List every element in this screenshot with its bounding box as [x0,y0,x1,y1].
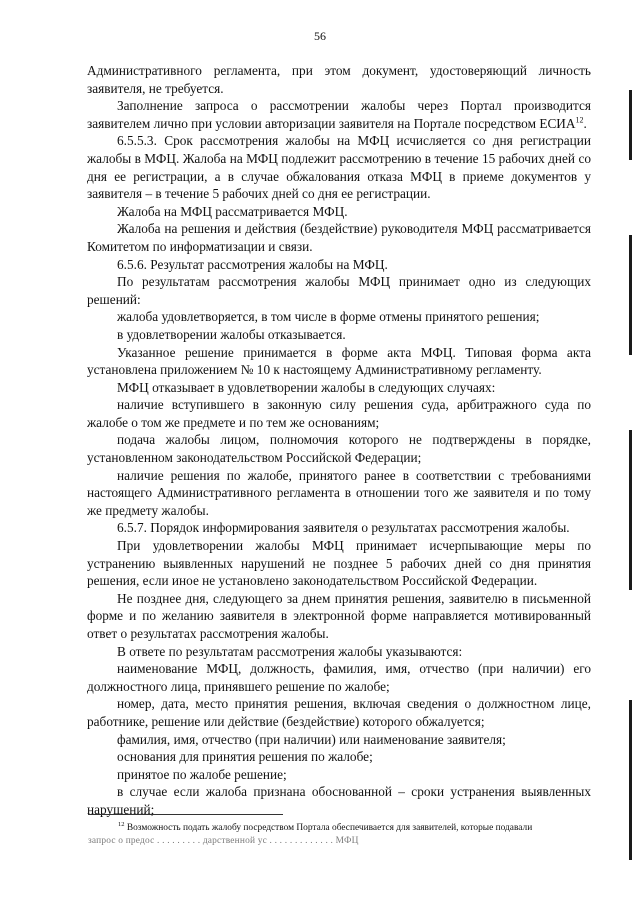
paragraph: Указанное решение принимается в форме акта МФЦ. Типовая форма акта установлена приложением № 10 к настоящему Административному регламенту. [87,344,591,378]
paragraph-portal-request [87,97,591,132]
list-item: подача жалобы лицом, полномочия которого не подтверждены в порядке, установленном законодательством Российской Федерации; [87,432,591,466]
footnote [88,822,592,847]
document-body [87,62,591,819]
paragraph: Административного регламента, при этом документ, удостоверяющий личность заявителя, не требуется. [87,63,591,96]
list-item: основания для принятия решения по жалобе; [117,749,373,765]
list-item: жалоба удовлетворяется, в том числе в форме отмены принятого решения; [117,309,540,325]
paragraph: 6.5.5.3. Срок рассмотрения жалобы на МФЦ исчисляется со дня регистрации жалобы в МФЦ. Жалоба на МФЦ подлежит рассмотрению в течение 15 рабочих дней со дня ее регистрации, а в случае обжалования отказа МФЦ в приеме документов у заявителя – в течение 5 рабочих дней со дня ее регистрации. [87,133,591,202]
paragraph: По результатам рассмотрения жалобы МФЦ принимает одно из следующих решений: [87,274,591,307]
footnote-text: Возможность подать жалобу посредством Портала обеспечивается для заявителей, которые подавали [126,823,533,833]
paragraph: В ответе по результатам рассмотрения жалобы указываются: [117,643,463,659]
section-heading: 6.5.7. Порядок информирования заявителя о результатах рассмотрения жалобы. [117,520,570,536]
paragraph: Не позднее дня, следующего за днем принятия решения, заявителю в письменной форме и по желанию заявителя в электронной форме направляется мотивированный ответ о результатах рассмотрения жалобы. [87,590,591,641]
list-item: фамилия, имя, отчество (при наличии) или наименование заявителя; [117,731,506,747]
list-item: наличие решения по жалобе, принятого ранее в соответствии с требованиями настоящего Административного регламента в отношении того же заявителя и по тому же предмету жалобы. [87,467,591,518]
paragraph-text: Заполнение запроса о рассмотрении жалобы через Портал производится заявителем лично при условии авторизации заявителя на Портале посредством ЕСИА [87,98,591,131]
paragraph: МФЦ отказывает в удовлетворении жалобы в следующих случаях: [117,379,496,395]
paragraph-end-punct: . [583,115,587,131]
footnote-line [88,822,592,835]
list-item: принятое по жалобе решение; [117,766,287,782]
page-number: 56 [314,29,326,43]
list-item: в случае если жалоба признана обоснованной – сроки устранения выявленных нарушений; [87,784,591,817]
scan-edge-mark [629,90,632,160]
list-item: наличие вступившего в законную силу решения суда, арбитражного суда по жалобе о том же предмете и по тем же основаниям; [87,397,591,430]
footnote-line-faded: запрос о предос . . . . . . . . . дарственной ус . . . . . . . . . . . . . МФЦ [88,835,359,846]
list-item: номер, дата, место принятия решения, включая сведения о должностном лице, работнике, решение или действие (бездействие) которого обжалуется; [87,696,591,729]
list-item: в удовлетворении жалобы отказывается. [117,326,346,342]
paragraph: Жалоба на МФЦ рассматривается МФЦ. [117,203,348,219]
scan-edge-mark [629,700,632,860]
scan-edge-mark [629,430,632,590]
paragraph: Жалоба на решения и действия (бездействие) руководителя МФЦ рассматривается Комитетом по информатизации и связи. [87,221,591,254]
list-item: наименование МФЦ, должность, фамилия, имя, отчество (при наличии) его должностного лица, принявшего решение по жалобе; [87,661,591,694]
scan-edge-mark [629,235,632,355]
paragraph: При удовлетворении жалобы МФЦ принимает исчерпывающие меры по устранению выявленных нарушений не позднее 5 рабочих дней со дня принятия решения, если иное не установлено законодательством Российской Федерации. [87,538,591,589]
footnote-reference: 12 [575,115,584,125]
footnote-marker: 12 [118,820,125,828]
section-heading: 6.5.6. Результат рассмотрения жалобы на МФЦ. [117,256,388,272]
footnote-divider [88,814,283,815]
